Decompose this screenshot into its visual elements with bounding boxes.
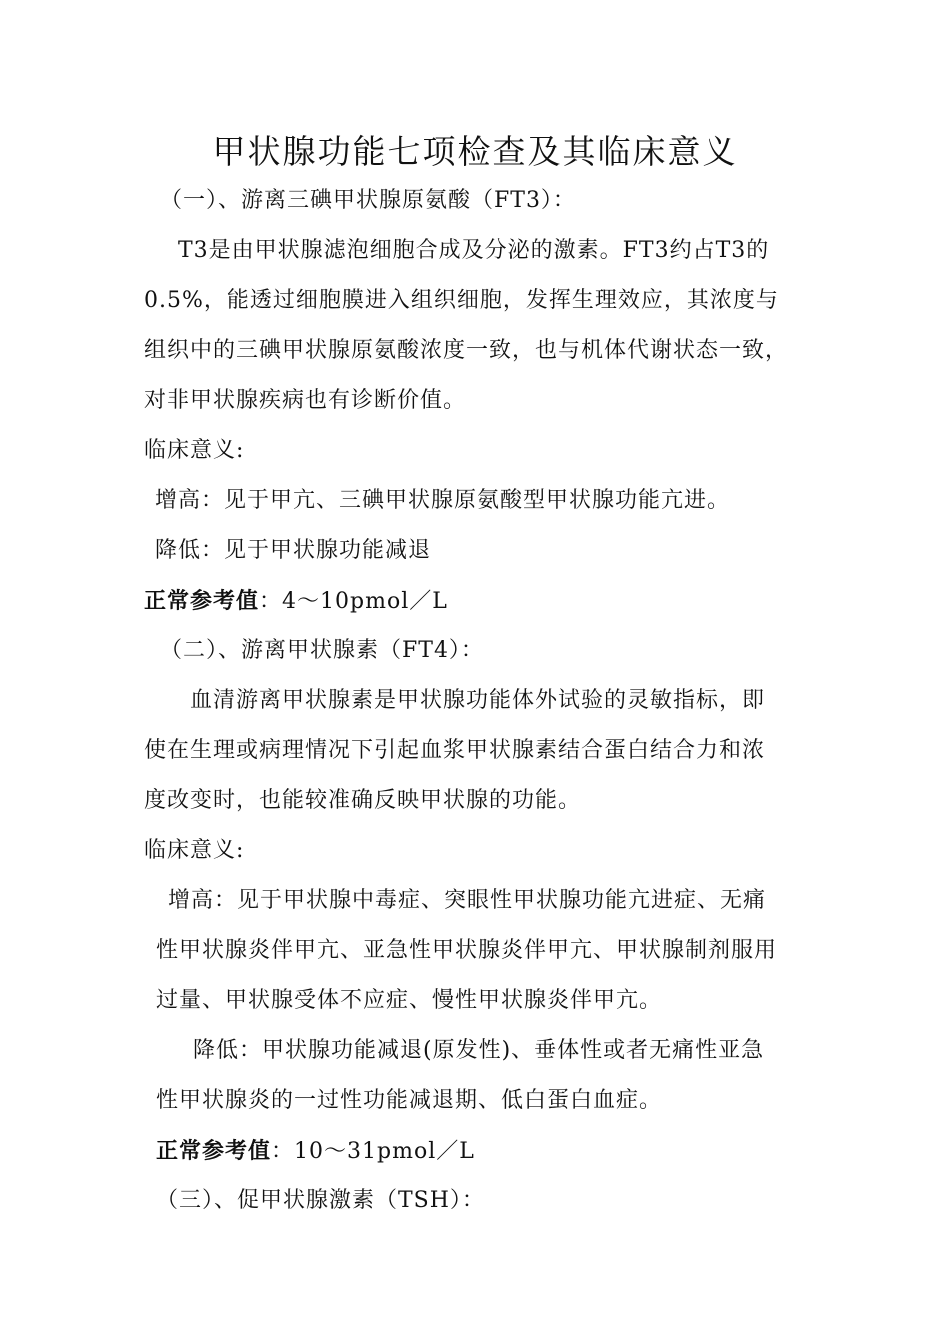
reference-value: ：4～10pmol／L [259,589,448,614]
section-1-paragraph-line: 对非甲状腺疾病也有诊断价值。 [144,388,467,413]
section-2-reference [156,1136,475,1167]
section-2-decrease-line: 性甲状腺炎的一过性功能减退期、低白蛋白血症。 [156,1088,663,1113]
section-2-decrease-line: 降低：甲状腺功能减退(原发性)、垂体性或者无痛性亚急 [193,1038,765,1063]
reference-value: ：10～31pmol／L [271,1139,475,1164]
section-1-increase-line: 增高：见于甲亢、三碘甲状腺原氨酸型甲状腺功能亢进。 [155,488,731,513]
section-2-increase-line: 过量、甲状腺受体不应症、慢性甲状腺炎伴甲亢。 [156,988,663,1013]
reference-label: 正常参考值 [144,588,260,614]
section-1-paragraph-line: 0.5%，能透过细胞膜进入组织细胞，发挥生理效应，其浓度与 [144,288,779,313]
section-2-heading: （二）、游离甲状腺素（FT4）： [160,638,484,663]
section-1-clinical-label: 临床意义: [144,438,245,463]
section-2-increase-line: 增高：见于甲状腺中毒症、突眼性甲状腺功能亢进症、无痛 [168,888,767,913]
section-2-paragraph-line: 度改变时，也能较准确反映甲状腺的功能。 [144,788,582,813]
section-3-heading: （三）、促甲状腺激素（TSH）： [156,1188,485,1213]
section-1-reference [144,586,448,617]
section-2-clinical-label: 临床意义: [144,838,245,863]
section-1-paragraph-line: 组织中的三碘甲状腺原氨酸浓度一致，也与机体代谢状态一致， [144,338,789,363]
section-1-heading: （一）、游离三碘甲状腺原氨酸（FT3）： [160,188,576,213]
section-2-increase-line: 性甲状腺炎伴甲亢、亚急性甲状腺炎伴甲亢、甲状腺制剂服用 [156,938,778,963]
reference-label: 正常参考值 [156,1138,272,1164]
section-2-paragraph-line: 使在生理或病理情况下引起血浆甲状腺素结合蛋白结合力和浓 [144,738,766,763]
section-1-paragraph-line: T3是由甲状腺滤泡细胞合成及分泌的激素。FT3约占T3的 [178,238,770,263]
document-title: 甲状腺功能七项检查及其临床意义 [212,132,738,171]
section-2-paragraph-line: 血清游离甲状腺素是甲状腺功能体外试验的灵敏指标，即 [190,688,766,713]
section-1-decrease-line: 降低：见于甲状腺功能减退 [155,538,432,563]
